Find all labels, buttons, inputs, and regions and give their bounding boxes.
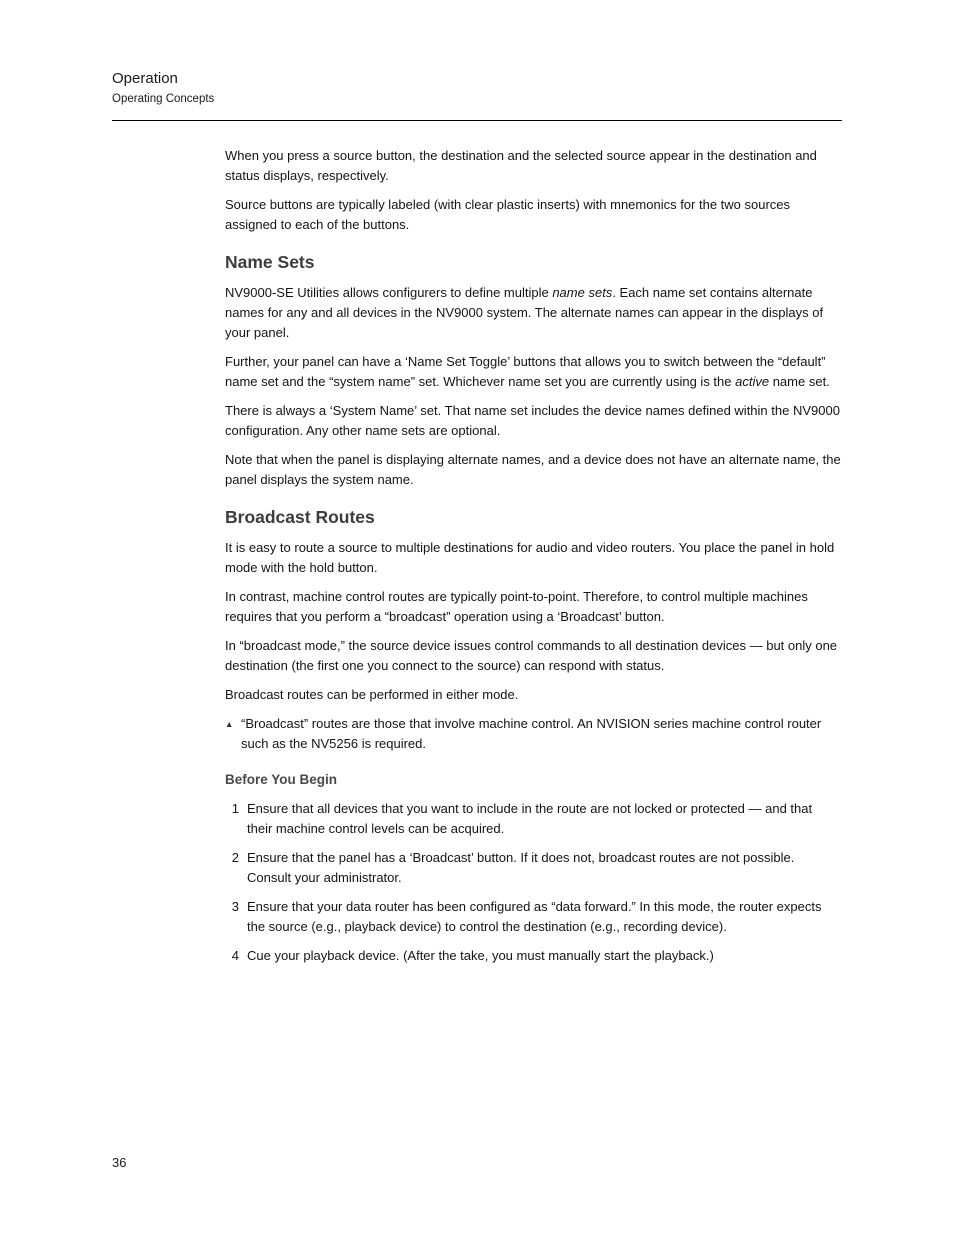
broadcast-paragraph-2: In contrast, machine control routes are typically point-to-point. Therefore, to control multiple machines requires that you perform a “broadcast” operation using a ‘Broadcast’ button. [225,589,808,624]
page-footer [112,1155,126,1170]
broadcast-paragraph-3: In “broadcast mode,” the source device issues control commands to all destination devices — but only one destination (the first one you connect to the source) can respond with status. [225,638,838,673]
header-rule [112,120,842,121]
bullet-text: “Broadcast” routes are those that involve machine control. An NVISION series machine control router such as the NV5256 is required. [241,716,822,751]
item-text: Ensure that all devices that you want to include in the route are not locked or protected — and that their machine control levels can be acquired. [247,801,813,836]
item-text: Ensure that the panel has a ‘Broadcast’ button. If it does not, broadcast routes are not possible. Consult your administrator. [247,850,795,885]
section-heading-name-sets: Name Sets [225,252,315,272]
intro-paragraph-1: When you press a source button, the destination and the selected source appear in the destination and status displays, respectively. [225,148,817,183]
intro-paragraph-2: Source buttons are typically labeled (with clear plastic inserts) with mnemonics for the two sources assigned to each of the buttons. [225,197,791,232]
name-sets-paragraph-4: Note that when the panel is displaying alternate names, and a device does not have an alternate name, the panel displays the system name. [225,452,841,487]
name-sets-paragraph-1: NV9000-SE Utilities allows configurers to define multiple name sets. Each name set contains alternate names for any and all devices in the NV9000 system. The alternate names can appear in the displays of your panel. [225,285,824,340]
item-number: 3 [231,899,239,914]
subsection-heading-before-you-begin: Before You Begin [225,772,338,787]
item-number: 1 [231,801,239,816]
numbered-item [225,897,841,937]
name-sets-paragraph-3: There is always a ‘System Name’ set. That name set includes the device names defined within the NV9000 configuration. Any other name sets are optional. [225,403,840,438]
item-number: 4 [231,948,239,963]
broadcast-paragraph-1: It is easy to route a source to multiple destinations for audio and video routers. You place the panel in hold mode with the hold button. [225,540,835,575]
triangle-bullet-icon: ▲ [225,719,234,729]
broadcast-paragraph-4: Broadcast routes can be performed in either mode. [225,687,519,702]
item-text: Cue your playback device. (After the take, you must manually start the playback.) [247,948,714,963]
name-sets-paragraph-2: Further, your panel can have a ‘Name Set Toggle’ buttons that allows you to switch between the “default” name set and the “system name” set. Whichever name set you are currently using is the active name set. [225,354,830,389]
numbered-item [225,848,841,888]
numbered-item [225,946,841,966]
page-number: 36 [112,1155,127,1170]
content-column [225,146,841,975]
header-title: Operation [112,70,178,87]
item-text: Ensure that your data router has been configured as “data forward.” In this mode, the router expects the source (e.g., playback device) to control the destination (e.g., recording device). [247,899,822,934]
item-number: 2 [231,850,239,865]
section-heading-broadcast-routes: Broadcast Routes [225,507,375,527]
bullet-item [225,714,841,754]
header-subtitle: Operating Concepts [112,93,215,105]
numbered-item [225,799,841,839]
page-header [112,70,214,105]
